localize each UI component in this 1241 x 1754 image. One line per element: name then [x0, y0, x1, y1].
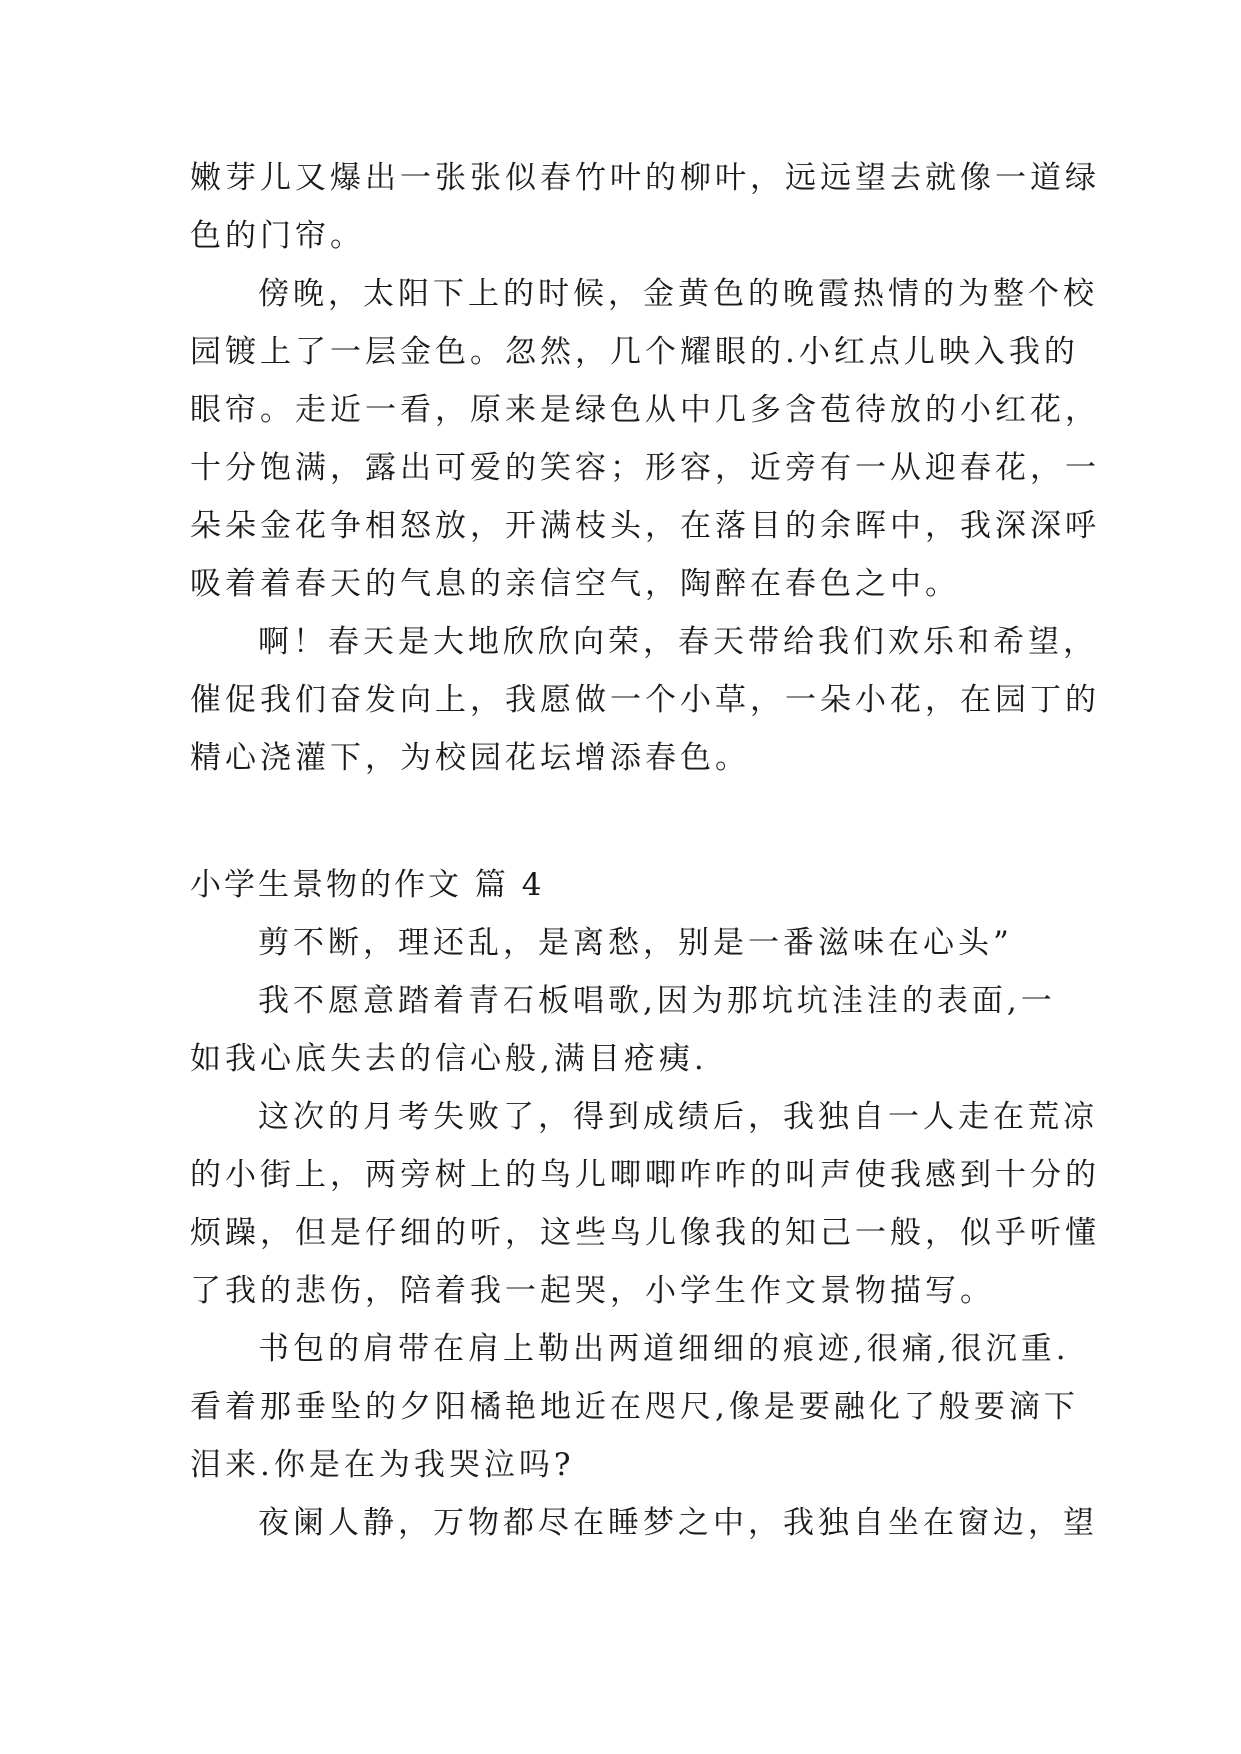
- paragraph-line: 吸着着春天的气息的亲信空气，陶醉在春色之中。: [190, 566, 960, 602]
- paragraph-line: 十分饱满，露出可爱的笑容；形容，近旁有一从迎春花，一: [190, 450, 1100, 486]
- section-title: 小学生景物的作文 篇 4: [190, 867, 545, 903]
- essay-continuation: [190, 149, 1100, 787]
- section-heading-block: [190, 856, 1050, 914]
- paragraph-line: 剪不断，理还乱，是离愁，别是一番滋味在心头”: [258, 925, 1013, 961]
- paragraph-line: 朵朵金花争相怒放，开满枝头，在落目的余晖中，我深深呼: [190, 508, 1100, 544]
- paragraph-line: 催促我们奋发向上，我愿做一个小草，一朵小花，在园丁的: [190, 682, 1100, 718]
- paragraph-line: 嫩芽儿又爆出一张张似春竹叶的柳叶，远远望去就像一道绿: [190, 160, 1100, 196]
- paragraph-line: 我不愿意踏着青石板唱歌,因为那坑坑洼洼的表面,一: [258, 983, 1056, 1019]
- paragraph-line: 园镀上了一层金色。忽然，几个耀眼的.小红点儿映入我的: [190, 334, 1079, 370]
- paragraph-line: 精心浇灌下，为校园花坛增添春色。: [190, 740, 750, 776]
- paragraph-line: 书包的肩带在肩上勒出两道细细的痕迹,很痛,很沉重.: [258, 1331, 1070, 1367]
- paragraph-line: 啊！春天是大地欣欣向荣，春天带给我们欢乐和希望，: [258, 624, 1098, 660]
- paragraph-line: 烦躁，但是仔细的听，这些鸟儿像我的知己一般，似乎听懂: [190, 1215, 1100, 1251]
- paragraph-line: 泪来.你是在为我哭泣吗?: [190, 1447, 575, 1483]
- paragraph-line: 色的门帘。: [190, 218, 365, 254]
- paragraph-line: 的小街上，两旁树上的鸟儿唧唧咋咋的叫声使我感到十分的: [190, 1157, 1100, 1193]
- paragraph-line: 看着那垂坠的夕阳橘艳地近在咫尺,像是要融化了般要滴下: [190, 1389, 1079, 1425]
- paragraph-line: 如我心底失去的信心般,满目疮痍.: [190, 1041, 708, 1077]
- paragraph-line: 了我的悲伤，陪着我一起哭，小学生作文景物描写。: [190, 1273, 995, 1309]
- paragraph-line: 夜阑人静，万物都尽在睡梦之中，我独自坐在窗边，望: [258, 1505, 1098, 1541]
- paragraph-line: 傍晚，太阳下上的时候，金黄色的晚霞热情的为整个校: [258, 276, 1098, 312]
- paragraph-line: 眼帘。走近一看，原来是绿色从中几多含苞待放的小红花，: [190, 392, 1100, 428]
- essay-section-4: [190, 914, 1100, 1552]
- paragraph-line: 这次的月考失败了，得到成绩后，我独自一人走在荒凉: [258, 1099, 1098, 1135]
